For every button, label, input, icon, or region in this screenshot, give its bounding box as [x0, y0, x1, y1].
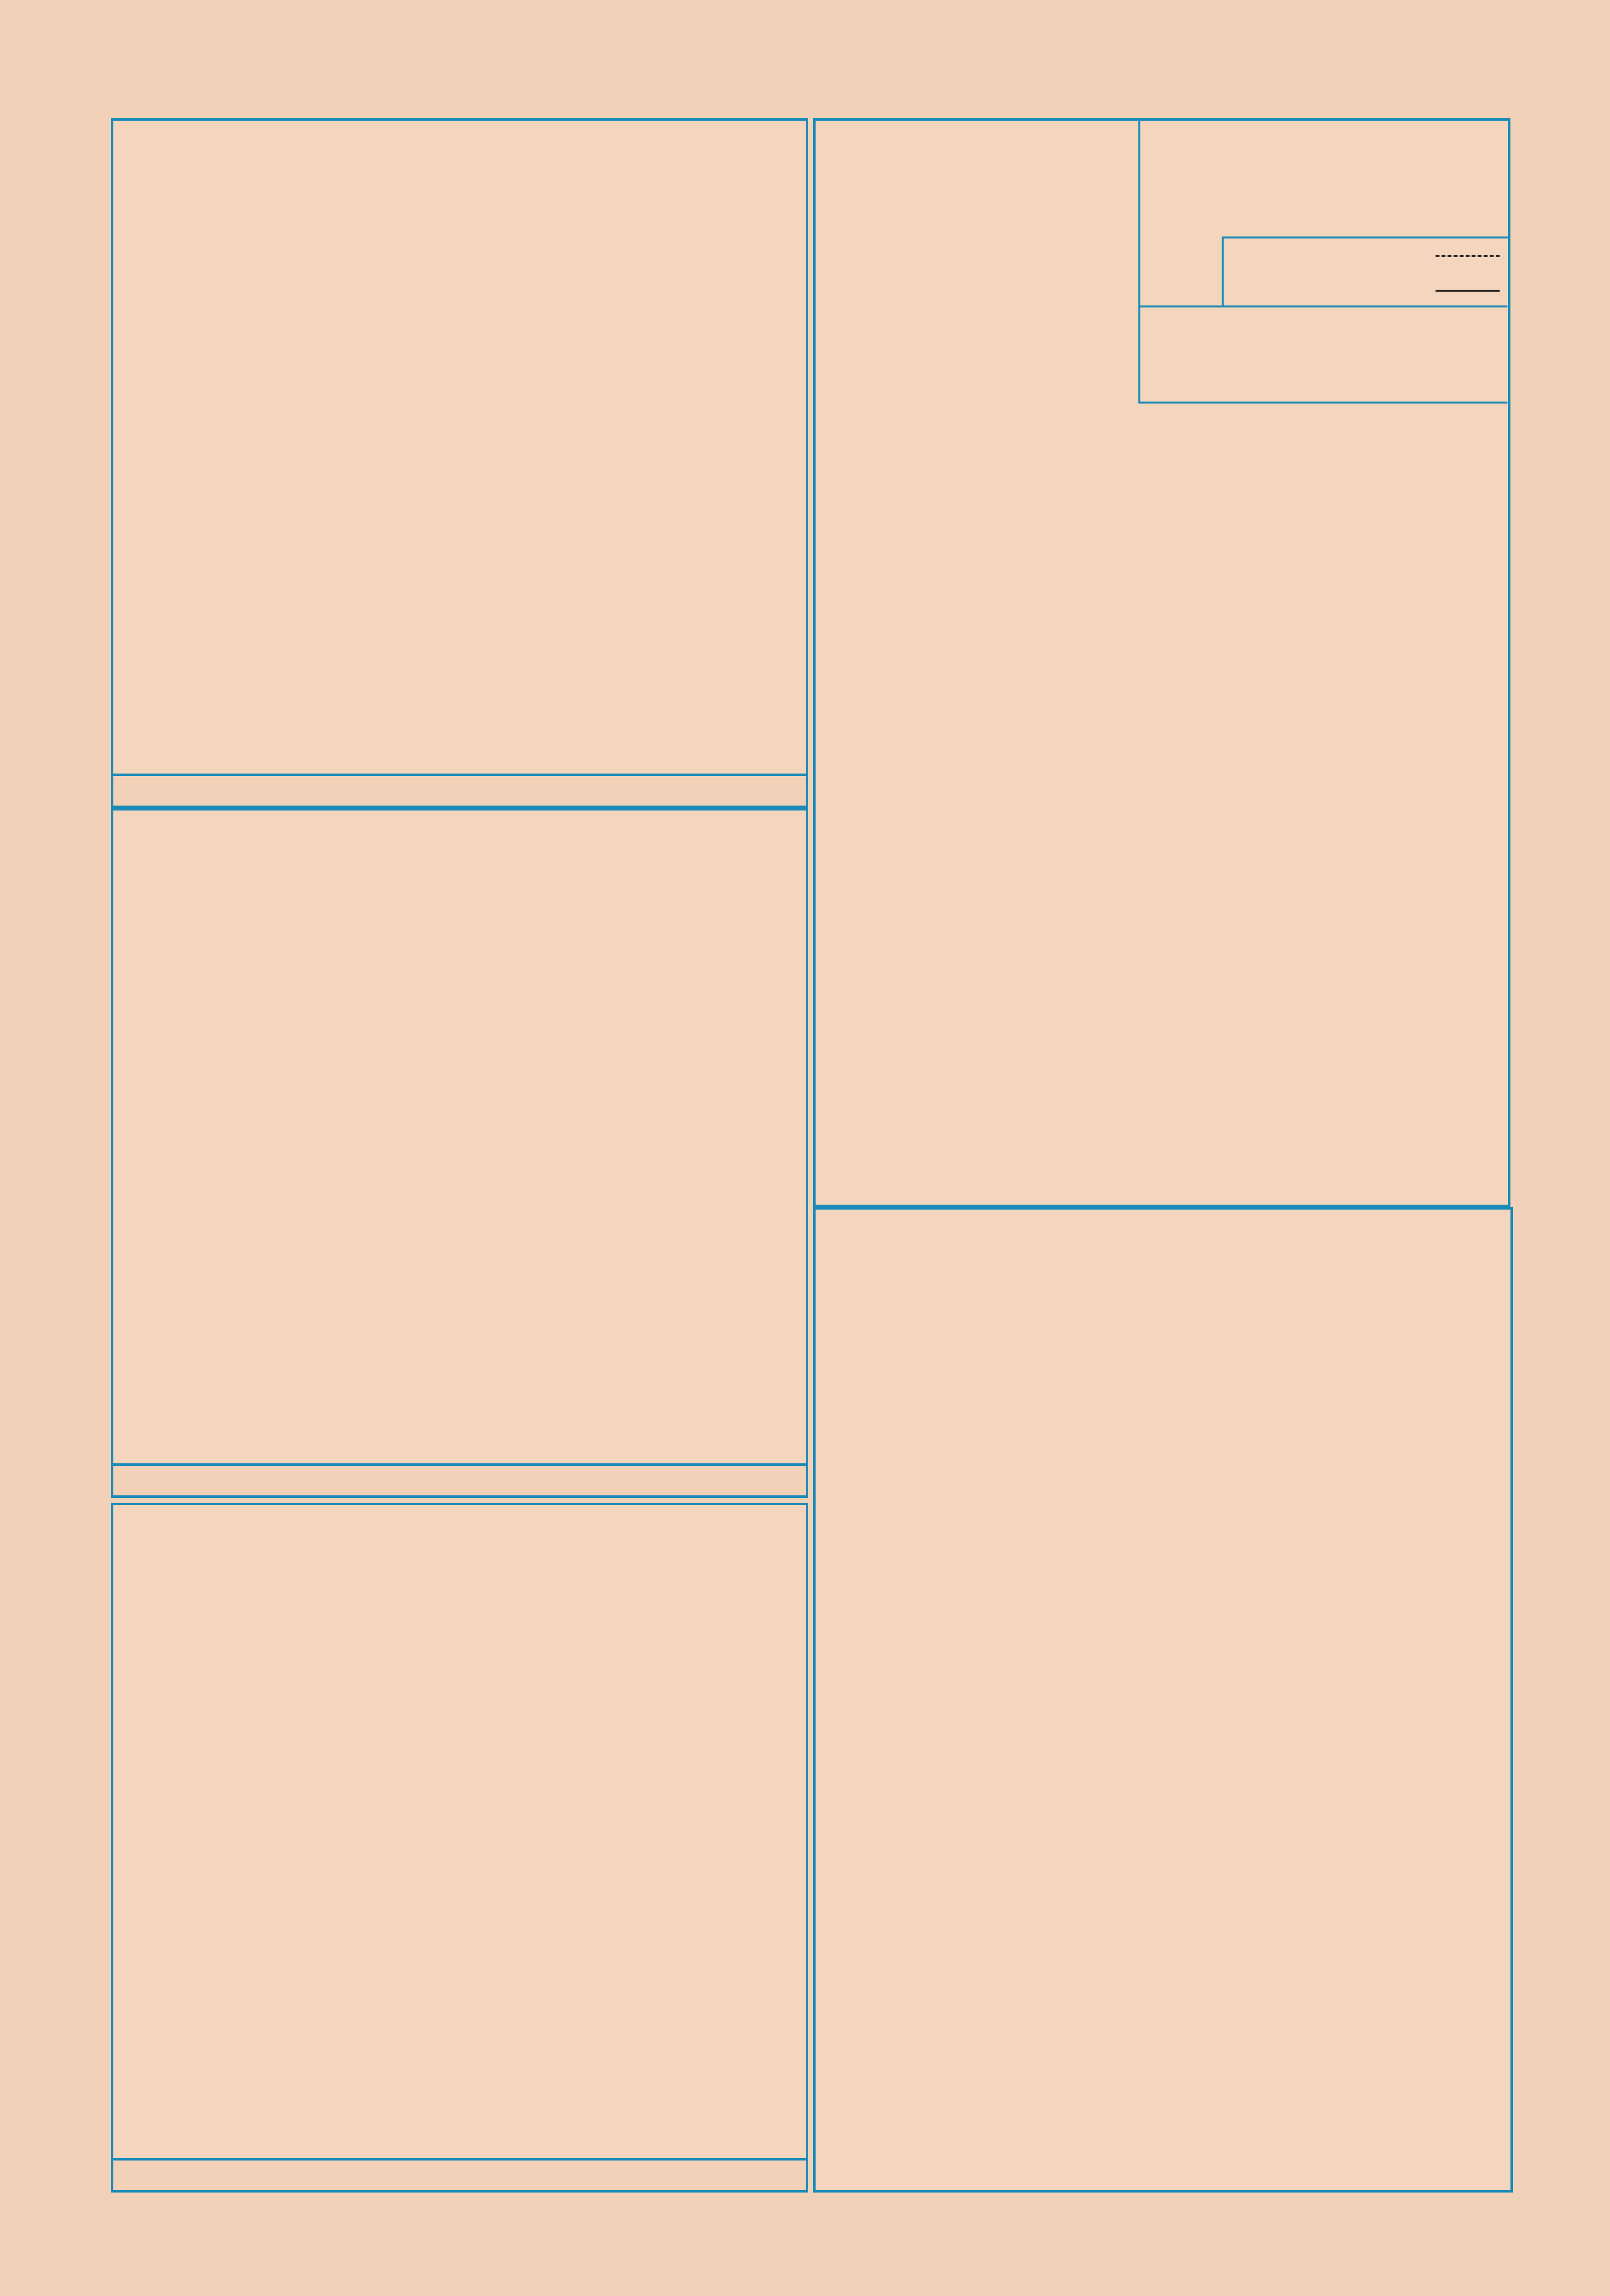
legend-box: [1138, 121, 1507, 404]
map-500hpa: [111, 118, 808, 808]
map-caption: [113, 1463, 806, 1495]
map-850hpa: [111, 808, 808, 1498]
map-500hpa-drawing: [113, 121, 806, 771]
legend-dates: [1222, 236, 1509, 307]
map-pressure-change: [111, 1503, 808, 2193]
map-caption: [113, 774, 806, 806]
legend-wind-box: [1140, 305, 1507, 404]
weather-article: [813, 1207, 1513, 2193]
map-850hpa-drawing: [113, 810, 806, 1461]
legend-dashed-line: [1436, 255, 1500, 257]
sounding-panel: [813, 118, 1510, 1207]
map-caption: [113, 2158, 806, 2190]
legend-solid-line: [1436, 290, 1500, 292]
map-pressure-change-drawing: [113, 1505, 806, 2156]
